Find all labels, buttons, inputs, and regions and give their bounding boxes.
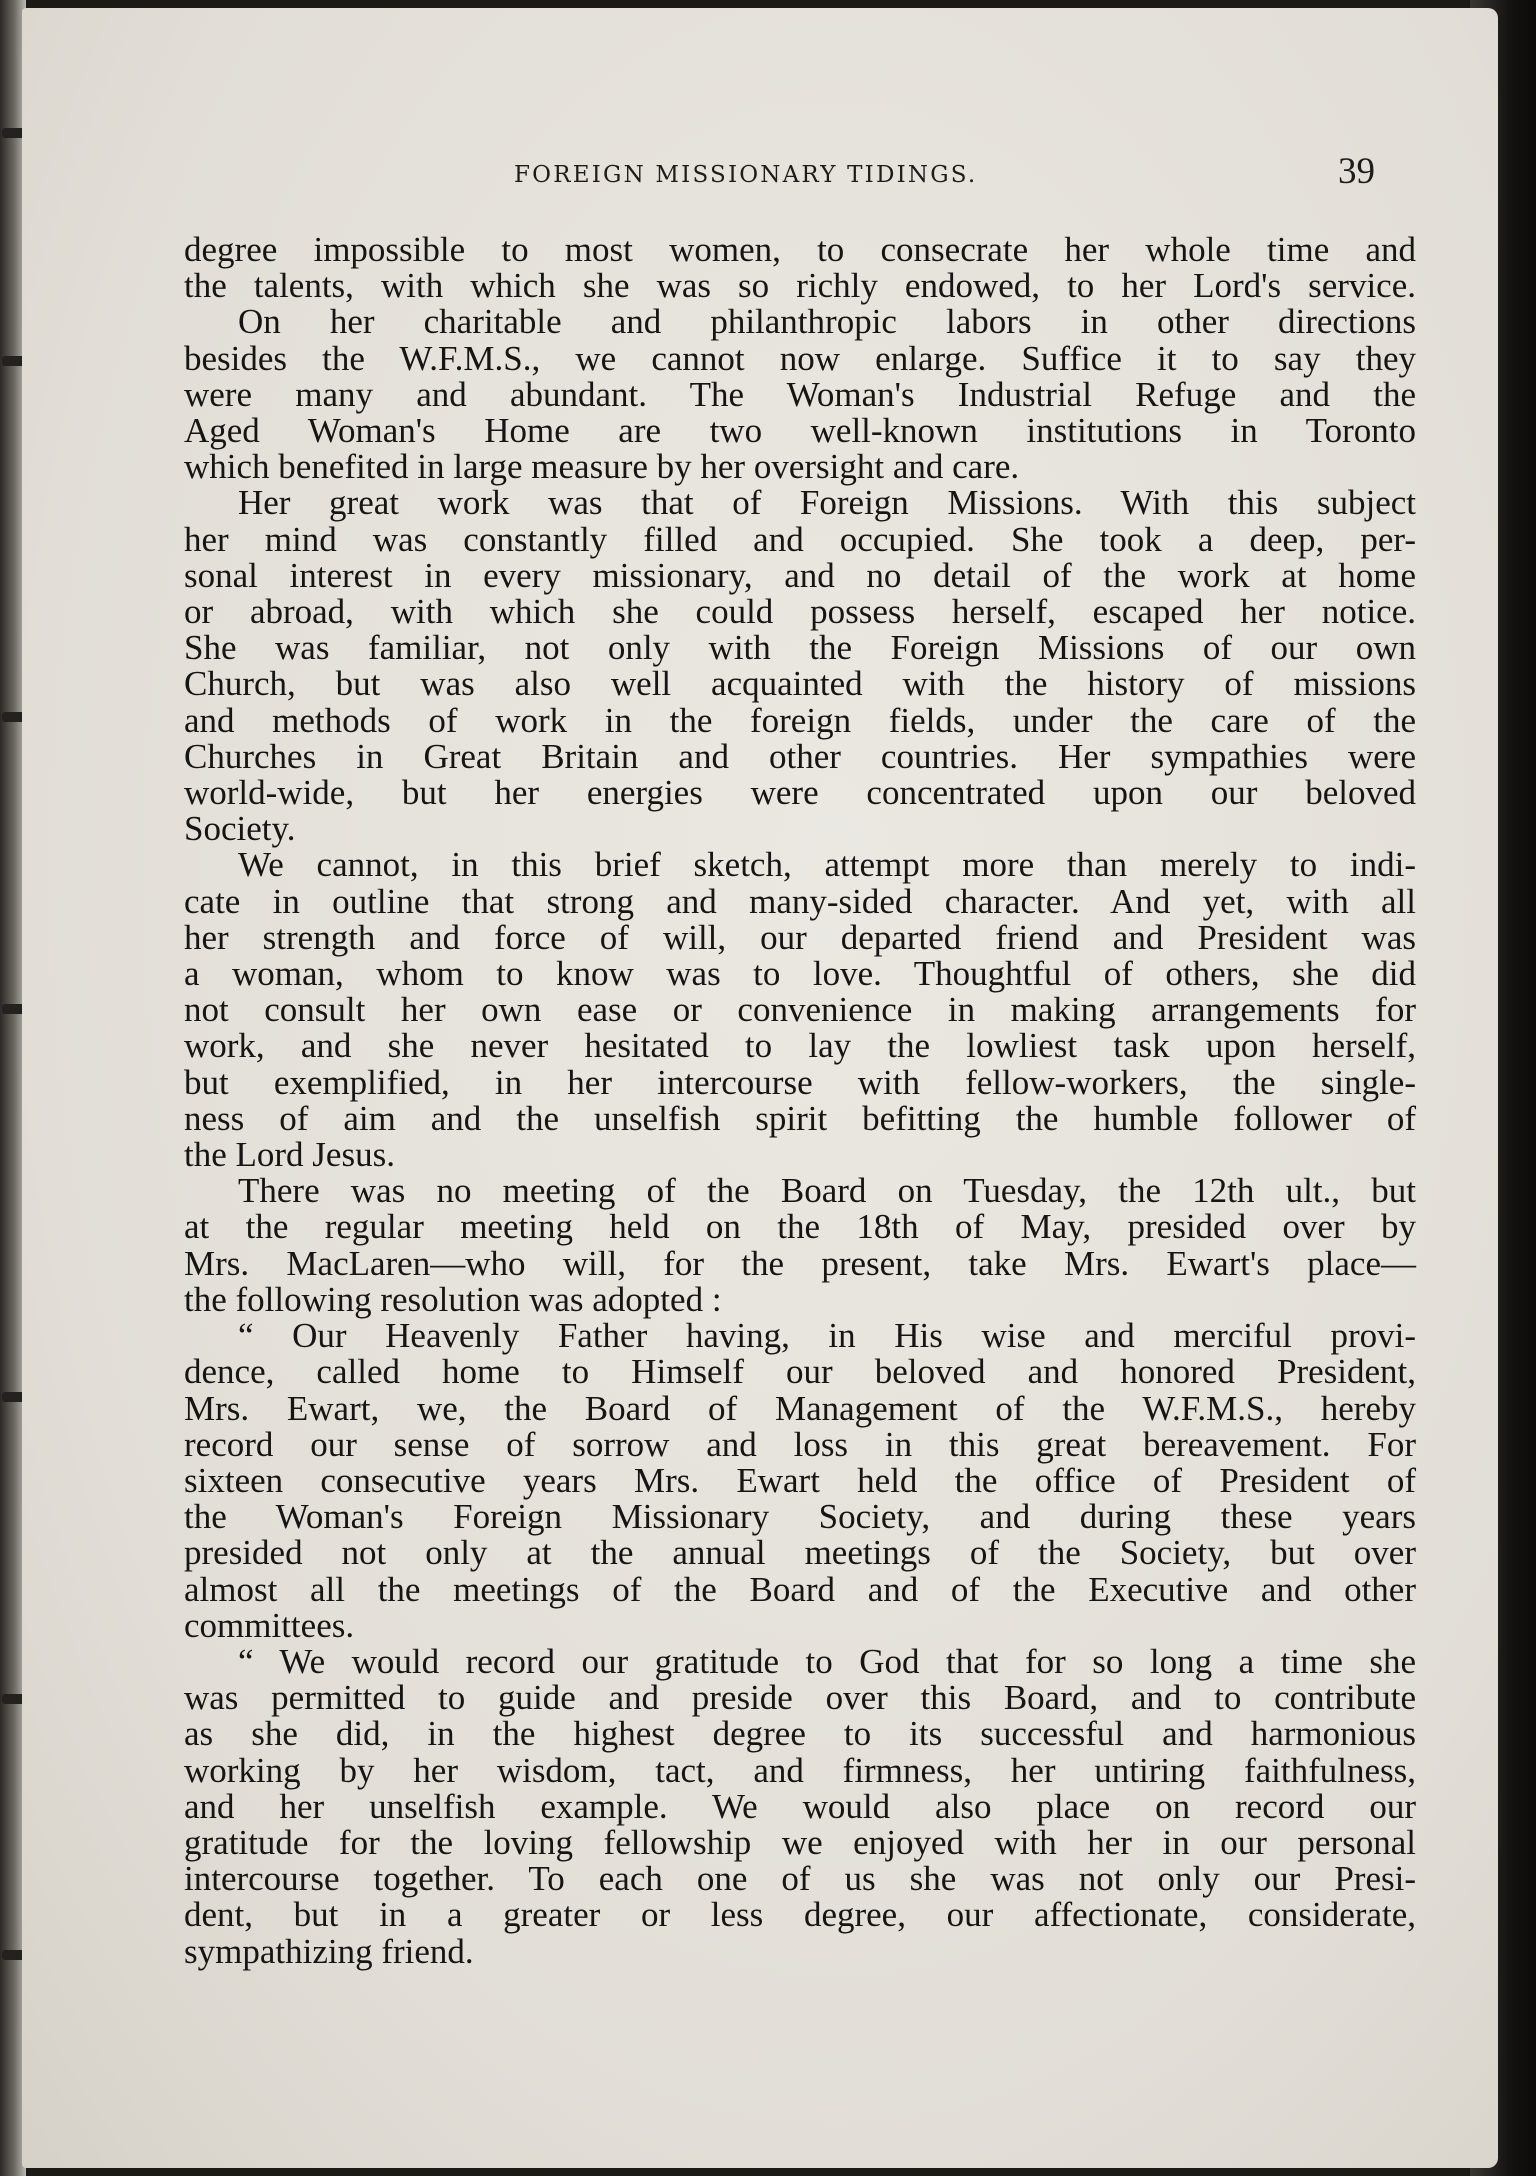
text-line: dence, called home to Himself our beloved and honored President, [184, 1352, 1416, 1392]
text-line: besides the W.F.M.S., we cannot now enlarge. Suffice it to say they [184, 338, 1416, 378]
text-line: “ Our Heavenly Father having, in His wise and merciful provi- [238, 1316, 1416, 1356]
text-line: sympathizing friend. [184, 1931, 474, 1971]
text-line: record our sense of sorrow and loss in this great bereavement. For [184, 1424, 1416, 1464]
page-header [0, 151, 1536, 198]
text-line: degree impossible to most women, to consecrate her whole time and [184, 230, 1416, 269]
text-line: were many and abundant. The Woman's Industrial Refuge and the [184, 374, 1416, 414]
text-line: and methods of work in the foreign fields, under the care of the [184, 700, 1416, 740]
text-line: and her unselfish example. We would also place on record our [184, 1786, 1416, 1826]
text-line: ness of aim and the unselfish spirit befitting the humble follower of [184, 1098, 1416, 1138]
text-line: the following resolution was adopted : [184, 1279, 722, 1319]
text-line: intercourse together. To each one of us she was not only our Presi- [184, 1859, 1416, 1899]
text-line: the Lord Jesus. [184, 1135, 395, 1175]
text-line: Her great work was that of Foreign Missions. With this subject [238, 483, 1416, 523]
text-line: was permitted to guide and preside over this Board, and to contribute [184, 1678, 1416, 1718]
page-number: 39 [1338, 151, 1375, 192]
text-line: We cannot, in this brief sketch, attempt more than merely to indi- [238, 845, 1416, 885]
text-line: at the regular meeting held on the 18th of May, presided over by [184, 1207, 1416, 1247]
text-line: world-wide, but her energies were concentrated upon our beloved [184, 773, 1416, 813]
text-line: the talents, with which she was so richly endowed, to her Lord's service. [184, 266, 1416, 306]
text-line: a woman, whom to know was to love. Thoughtful of others, she did [184, 954, 1416, 994]
text-line: gratitude for the loving fellowship we enjoyed with her in our personal [184, 1822, 1416, 1862]
text-line: Church, but was also well acquainted with the history of missions [184, 664, 1416, 704]
text-line: Mrs. MacLaren—who will, for the present, take Mrs. Ewart's place— [184, 1243, 1416, 1283]
text-line: sonal interest in every missionary, and no detail of the work at home [184, 555, 1416, 595]
running-head: FOREIGN MISSIONARY TIDINGS. [514, 162, 978, 188]
text-line: sixteen consecutive years Mrs. Ewart held the office of President of [184, 1460, 1416, 1500]
text-line: committees. [184, 1605, 355, 1645]
text-line: as she did, in the highest degree to its successful and harmonious [184, 1714, 1416, 1754]
text-line: her strength and force of will, our departed friend and President was [184, 917, 1416, 957]
text-line: work, and she never hesitated to lay the lowliest task upon herself, [184, 1026, 1416, 1066]
text-line: presided not only at the annual meetings of the Society, but over [184, 1533, 1416, 1573]
text-line: but exemplified, in her intercourse with fellow-workers, the single- [184, 1062, 1416, 1102]
text-line: cate in outline that strong and many-sided character. And yet, with all [184, 881, 1416, 921]
body-text [184, 232, 1416, 1970]
text-line: “ We would record our gratitude to God that for so long a time she [238, 1641, 1416, 1681]
text-line: Churches in Great Britain and other countries. Her sympathies were [184, 736, 1416, 776]
text-line: Mrs. Ewart, we, the Board of Management of the W.F.M.S., hereby [184, 1388, 1416, 1428]
text-line: There was no meeting of the Board on Tuesday, the 12th ult., but [238, 1171, 1416, 1211]
text-line: dent, but in a greater or less degree, our affectionate, considerate, [184, 1895, 1416, 1935]
text-line: the Woman's Foreign Missionary Society, and during these years [184, 1497, 1416, 1537]
text-line: working by her wisdom, tact, and firmness, her untiring faithfulness, [184, 1750, 1416, 1790]
text-line: which benefited in large measure by her oversight and care. [184, 447, 1020, 487]
text-line: her mind was constantly filled and occupied. She took a deep, per- [184, 519, 1416, 559]
text-line: On her charitable and philanthropic labors in other directions [238, 302, 1416, 342]
text-line: not consult her own ease or convenience in making arrangements for [184, 990, 1416, 1030]
text-line: almost all the meetings of the Board and of the Executive and other [184, 1569, 1416, 1609]
text-line: Aged Woman's Home are two well-known institutions in Toronto [184, 411, 1416, 451]
text-line: She was familiar, not only with the Foreign Missions of our own [184, 628, 1416, 668]
text-line: or abroad, with which she could possess herself, escaped her notice. [184, 592, 1416, 632]
text-line: Society. [184, 809, 296, 849]
